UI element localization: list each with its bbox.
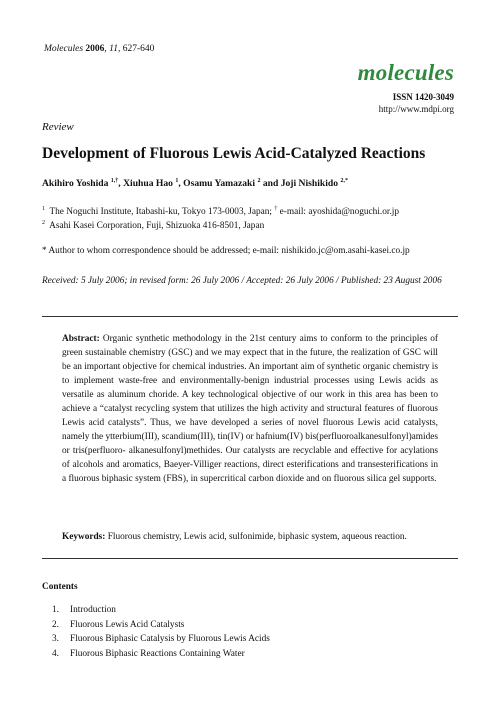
issn: ISSN 1420-3049 (392, 92, 454, 102)
affiliation-number: 1 (42, 206, 45, 212)
author-name: Akihiro Yoshida (42, 178, 109, 190)
toc-label: Introduction (70, 605, 116, 615)
toc-item (52, 634, 270, 649)
publication-dates: Received: 5 July 2006; in revised form: 26 July 2006 / Accepted: 26 July 2006 / Published: 23 August 2006 (42, 276, 442, 286)
affiliation-1 (42, 206, 399, 217)
author-list: Akihiro Yoshida $^{1,\dagger}$, Xiuhua Hao $^1$, Osamu Yamazaki $^2$ and Joji Nishikido $^{2,*}$ (42, 178, 348, 190)
affiliation-email: e-mail: ayoshida@noguchi.or.jp (279, 207, 399, 218)
toc-item (52, 649, 270, 664)
author-name: Osamu Yamazaki (183, 178, 256, 190)
affiliation-number: 2 (42, 220, 45, 226)
affiliation-2 (42, 220, 264, 231)
abstract (62, 332, 438, 487)
author-affiliation-mark: 1,† (110, 178, 119, 184)
divider-bottom (42, 558, 458, 559)
divider-top (42, 316, 458, 317)
author-name: Xiuhua Hao (123, 178, 173, 190)
toc-label: Fluorous Biphasic Catalysis by Fluorous Lewis Acids (70, 634, 270, 644)
author-affiliation-mark: 1 (175, 178, 179, 184)
author-affiliation-mark: 2,* (340, 178, 348, 184)
table-of-contents (52, 605, 270, 663)
contents-heading: Contents (42, 582, 78, 592)
toc-number: 4. (52, 648, 59, 659)
toc-label: Fluorous Biphasic Reactions Containing Water (70, 648, 245, 659)
affiliation-text: Asahi Kasei Corporation, Fuji, Shizuoka 416-8501, Japan (49, 221, 265, 232)
journal-pages: 627-640 (122, 44, 155, 54)
toc-number: 3. (52, 634, 59, 644)
abstract-text: Organic synthetic methodology in the 21st century aims to conform to the principles of green sustainable chemistry (GSC) and we may expect that in the future, the realization of GSC will be an important objective for chemical industries. An important aim of synthetic organic chemistry is to implement waste-free and environmentally-benign industrial processes using Lewis acids as versatile as aluminum choride. A key technological objective of our work in this area has been to achieve a “catalyst recycling system that utilizes the high activity and structural features of fluorous Lewis acid catalysts”. Thus, we have developed a series of novel fluorous Lewis acid catalysts, namely the ytterbium(III), scandium(III), tin(IV) or hafnium(IV) bis(perfluoroalkanesulfonyl)amides or tris(perfluoro- alkanesulfonyl)methides. Our catalysts are recyclable and effective for acylations of alcohols and aromatics, Baeyer-Villiger reactions, direct esterifications and transesterifications in a fluorous biphasic system (FBS), in supercritical carbon dioxide and on fluorous silica gel supports. (62, 334, 438, 485)
abstract-label: Abstract: (62, 334, 100, 344)
toc-number: 2. (52, 619, 59, 630)
toc-number: 1. (52, 605, 59, 615)
toc-item (52, 605, 270, 620)
article-title: Development of Fluorous Lewis Acid-Catalyzed Reactions (42, 145, 426, 162)
affiliation-extra-mark: † (274, 206, 278, 212)
keywords (62, 532, 438, 542)
journal-volume: 11 (109, 44, 118, 54)
keywords-text: Fluorous chemistry, Lewis acid, sulfonimide, biphasic system, aqueous reaction. (107, 532, 407, 542)
affiliation-text: The Noguchi Institute, Itabashi-ku, Tokyo 173-0003, Japan; (49, 207, 273, 218)
correspondence-note: * Author to whom correspondence should be addressed; e-mail: nishikido.jc@om.asahi-kasei.co.jp (42, 246, 410, 256)
author-affiliation-mark: 2 (257, 178, 261, 184)
journal-year: 2006 (85, 44, 105, 54)
journal-url[interactable]: http://www.mdpi.org (378, 104, 454, 114)
toc-label: Fluorous Lewis Acid Catalysts (70, 619, 185, 630)
journal-brand: molecules (357, 60, 454, 85)
journal-citation: Molecules 2006, 11, 627-640 (44, 44, 155, 54)
keywords-label: Keywords: (62, 532, 106, 542)
toc-item (52, 620, 270, 635)
article-type: Review (42, 121, 74, 133)
journal-name: Molecules (44, 44, 84, 54)
author-name: Joji Nishikido (280, 178, 339, 190)
